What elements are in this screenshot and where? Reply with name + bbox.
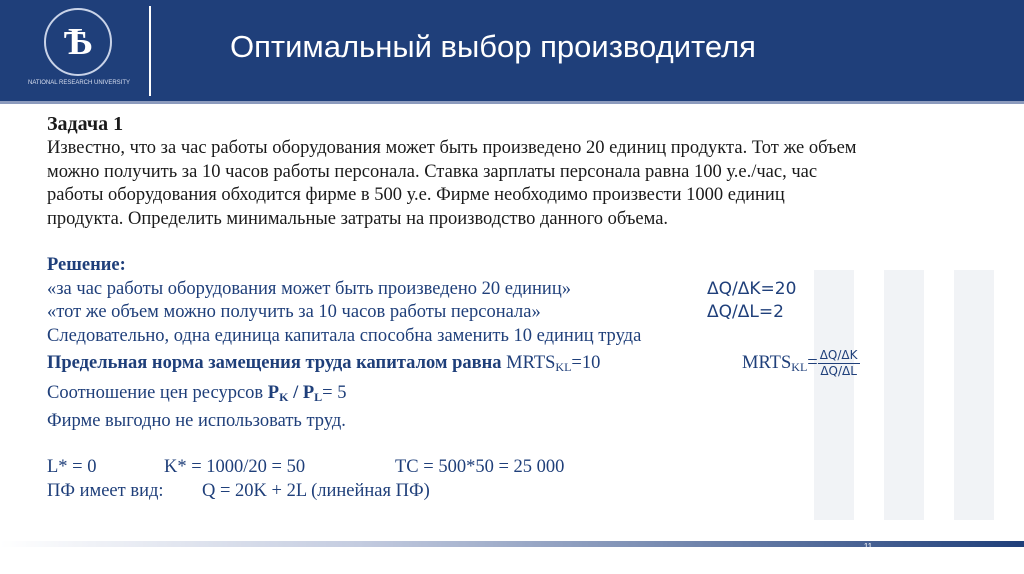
mrts-value: $MRTS_{KL}=10$ <box>506 353 601 374</box>
task-line: можно получить за 10 часов работы персонала. Ставка зарплаты персонала равна 100 у.е./час, час <box>47 161 818 182</box>
logo-caption: NATIONAL RESEARCH UNIVERSITY <box>27 80 131 86</box>
spacer <box>47 231 997 254</box>
header-underline <box>0 101 1024 104</box>
solution-row-1 <box>47 278 997 302</box>
formula-2: ΔQ/ΔL=2 <box>707 302 784 322</box>
slide-title: Оптимальный выбор производителя <box>230 29 756 64</box>
mrts-fraction: $\frac{\Delta Q/\Delta K}{\Delta Q/\Delta L}$ <box>819 348 858 379</box>
l-star: L* = 0 <box>47 457 97 477</box>
header-divider <box>149 6 151 96</box>
task-line: продукта. Определить минимальные затраты на производство данного объема. <box>47 208 669 229</box>
advice-line: Фирме выгодно не использовать труд. <box>47 410 346 431</box>
total-cost: TC = 500*50 = 25 000 <box>395 457 565 477</box>
mrts-formula: $MRTS_{KL}=$ $\frac{\Delta Q/\Delta K}{\Delta Q/\Delta L}$ <box>742 348 858 379</box>
solution-row-2 <box>47 301 997 325</box>
slide-header <box>0 0 1024 101</box>
formula-1: ΔQ/ΔK=20 <box>707 278 797 299</box>
quote-2: «тот же объем можно получить за 10 часов работы персонала» <box>47 302 541 322</box>
pf-label: ПФ имеет вид: <box>47 480 164 501</box>
task-line: работы оборудования обходится фирме в 500 у.е. Фирме необходимо произвести 1000 единиц <box>47 185 785 205</box>
university-logo <box>27 8 131 98</box>
solution-heading: Решение: <box>47 255 126 275</box>
optimum-row <box>47 456 997 480</box>
quote-1: «за час работы оборудования может быть произведено 20 единиц» <box>47 278 571 299</box>
conclusion-line: Следовательно, одна единица капитала способна заменить 10 единиц труда <box>47 325 642 346</box>
price-ratio-line: Соотношение цен ресурсов $P_K / P_L= 5$ <box>47 383 347 404</box>
k-star: K* = 1000/20 = 50 <box>164 457 306 477</box>
task-title: Задача 1 <box>47 113 124 135</box>
mrts-label: Предельная норма замещения труда капиталом равна <box>47 353 502 373</box>
logo-letter: Ѣ <box>63 21 93 63</box>
mrts-row <box>47 348 997 382</box>
spacer <box>47 433 997 456</box>
slide-content <box>47 111 997 503</box>
pf-formula: Q = 20K + 2L (линейная ПФ) <box>202 480 430 501</box>
slide-number: 11 <box>863 542 873 551</box>
task-line: Известно, что за час работы оборудования может быть произведено 20 единиц продукта. Тот же объем <box>47 138 857 158</box>
pf-row <box>47 480 997 504</box>
